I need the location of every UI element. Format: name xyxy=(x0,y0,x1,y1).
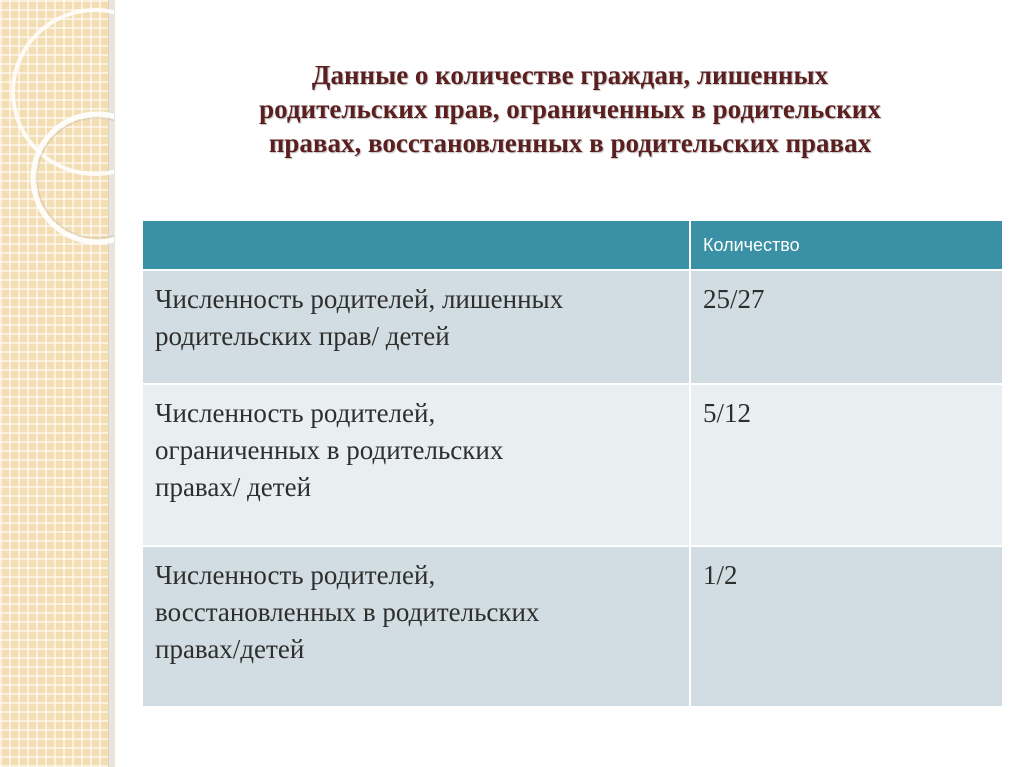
statistics-table xyxy=(143,221,1004,708)
title-line: правах, восстановленных в родительских правах xyxy=(268,128,872,158)
decorative-ring-large xyxy=(13,10,114,174)
row-label-line: Численность родителей, xyxy=(155,560,436,590)
slide-title xyxy=(150,58,990,160)
row-label-line: родительских прав/ детей xyxy=(155,321,450,351)
row-label-cell xyxy=(143,270,690,384)
row-value-cell: 5/12 xyxy=(690,384,1003,546)
table-row xyxy=(143,546,1003,707)
header-cell-category xyxy=(143,221,690,270)
table-row xyxy=(143,384,1003,546)
decorative-ring-medium xyxy=(33,114,114,242)
row-label-cell xyxy=(143,384,690,546)
row-label-line: Численность родителей, xyxy=(155,398,436,428)
row-value-cell: 25/27 xyxy=(690,270,1003,384)
title-line: родительских прав, ограниченных в родительских xyxy=(259,94,881,124)
header-cell-quantity: Количество xyxy=(690,221,1003,270)
row-value-cell: 1/2 xyxy=(690,546,1003,707)
row-label-cell xyxy=(143,546,690,707)
row-label-line: правах/детей xyxy=(155,634,305,664)
row-label-line: правах/ детей xyxy=(155,472,312,502)
title-line: Данные о количестве граждан, лишенных xyxy=(311,60,829,90)
row-label-line: Численность родителей, лишенных xyxy=(155,284,564,314)
table-header-row xyxy=(143,221,1003,270)
row-label-line: восстановленных в родительских xyxy=(155,597,540,627)
decorative-rings xyxy=(0,0,114,767)
table-row xyxy=(143,270,1003,384)
row-label-line: ограниченных в родительских xyxy=(155,435,504,465)
